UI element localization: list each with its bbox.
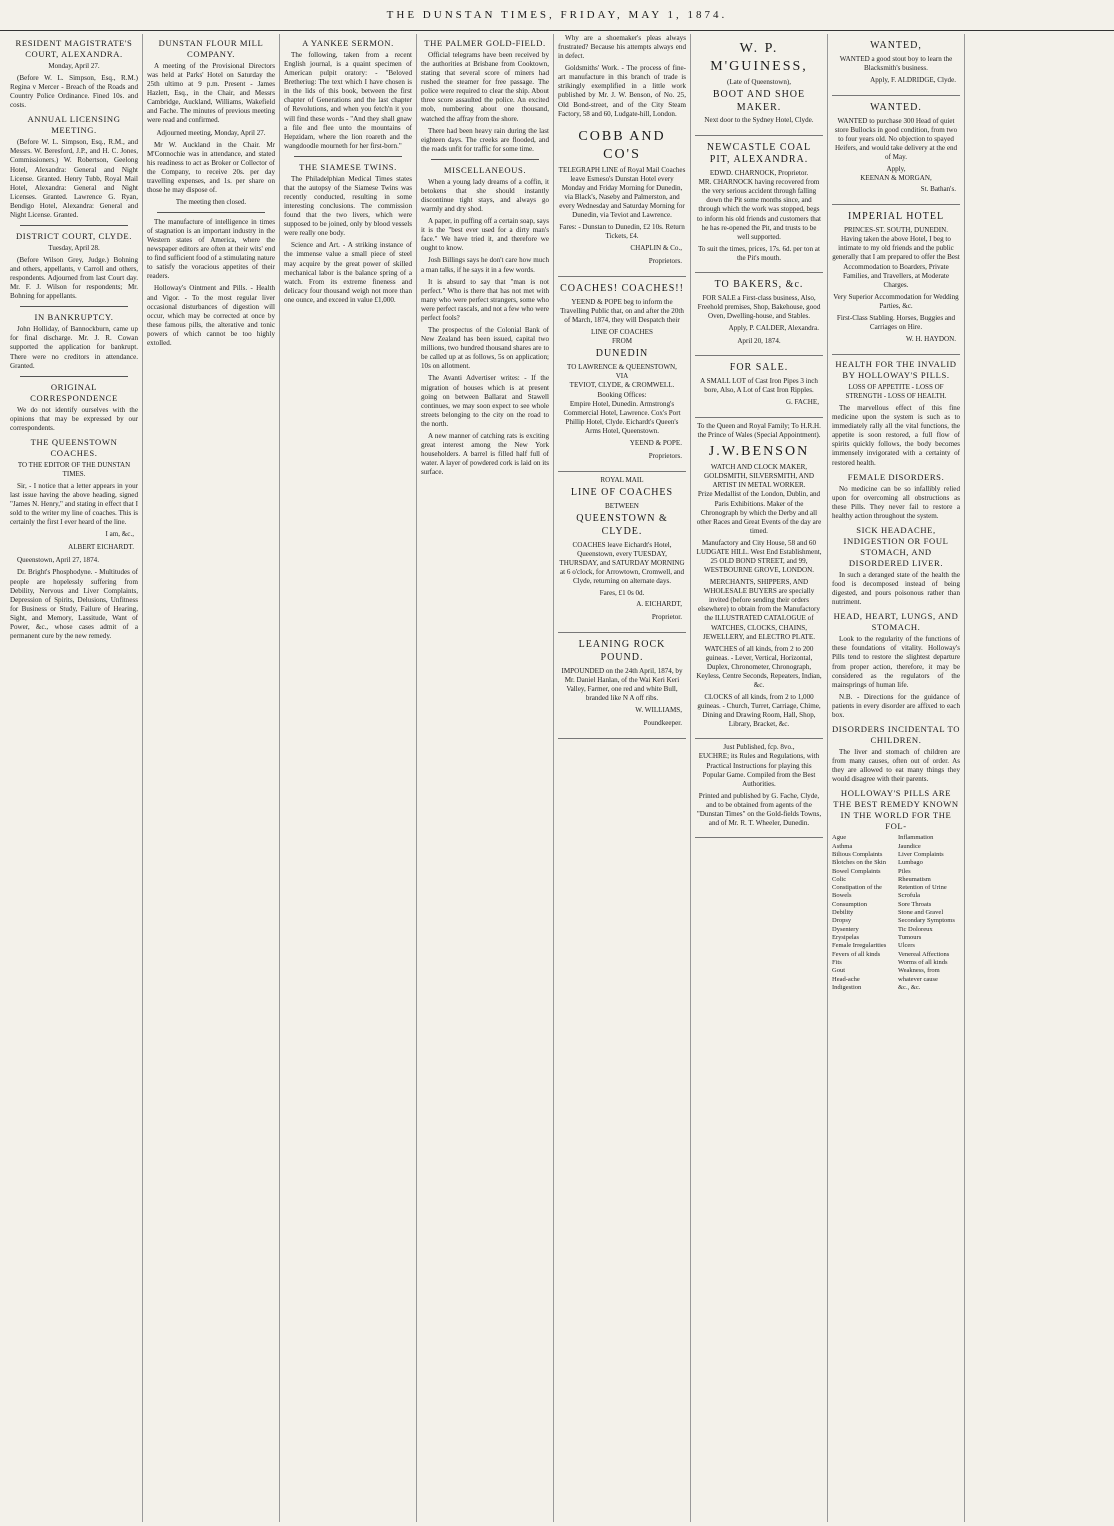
misc-item: A new manner of catching rats is exciting great interest among the New York householders. A barrel is filled half full of water. A layer of powdered cork is laid on its surface.	[421, 431, 549, 477]
pound-text: IMPOUNDED on the 24th April, 1874, by Mr. Daniel Hanlan, of the Wai Keri Keri Valley, Farmer, one red and white Bull, branded like N A off ribs.	[561, 666, 683, 703]
sermon-text: The following, taken from a recent English journal, is a quaint specimen of American pulpit oratory: - "Beloved Bretheriug: The text which I have chosen is in the lids of this book, between the first chapter of Generations and the last chapter of Revolutions, and when you fetch'n it you will find these words - "And they shall gnaw a file and flee unto the mountains of Hepzidam, where the lion roareth and the wangdoodle mourneth for her first-born."	[284, 51, 412, 150]
misc-item: It is absurd to say that "man is not perfect." Who is there that has not met with many who were perfect strangers, some who were perfect rascals, and not a few who were perfect fools?	[421, 277, 549, 322]
to-label: TO LAWRENCE & QUEENSTOWN,	[567, 363, 677, 372]
column-4	[417, 34, 554, 1522]
wanted2-heading: WANTED.	[870, 102, 922, 114]
remedy-item: Dropsy	[832, 917, 852, 925]
bakers-date: April 20, 1874.	[737, 337, 781, 346]
column-2	[143, 34, 280, 1522]
remedy-item: Sore Throats	[898, 900, 932, 908]
wanted2-sig-2: KEENAN & MORGAN,	[860, 174, 932, 183]
bakers-ad	[695, 273, 823, 356]
pit-price: To suit the times, prices, 17s. 6d. per ton at the Pit's mouth.	[698, 244, 820, 262]
masthead: THE DUNSTAN TIMES, FRIDAY, MAY 1, 1874.	[0, 0, 1114, 31]
column-5	[554, 34, 691, 1522]
cobb-text: TELEGRAPH LINE of Royal Mail Coaches leave Esmeso's Dunstan Hotel every Monday and Friday Morning for Dunedin, via Black's, Naseby and Palmerston, and every Wednesday and Saturday Morning for Dunedin, via Teviot and Lawrence.	[558, 165, 686, 219]
court-date: Monday, April 27.	[48, 62, 100, 70]
cobb-heading: COBB AND CO'S	[578, 128, 666, 162]
yeend-text: YEEND & POPE beg to inform the Travelling Public that, on and after the 20th of March, 1874, they will Despatch their	[560, 298, 684, 325]
benson-address: Manufactory and City House, 58 and 60 LUDGATE HILL. West End Establishment, 25 OLD BOND STREET, and 99, WESTBOURNE GROVE, LONDON.	[696, 538, 822, 575]
remedy-item: Jaundice	[898, 842, 921, 850]
remedy-item: Female Irregularities	[832, 942, 887, 950]
wanted-signature: Apply, F. ALDRIDGE, Clyde.	[870, 75, 956, 84]
divider	[157, 212, 265, 213]
misc-item: A paper, in puffing off a certain soap, says it is the "best ever used for a dirty man's face." We have tried it, and therefore we ought to know.	[421, 217, 549, 253]
remedy-item: Tumours	[898, 934, 922, 942]
column-8	[965, 34, 1102, 1522]
sale-signature: G. FACHE,	[785, 398, 819, 407]
district-court-text: (Before Wilson Grey, Judge.) Bohning and others, appellants, v Carroll and others, respondents. Adjourned from last Court day. Mr. F. J. Wilson for respondents; Mr. Bohning for appellants.	[10, 255, 138, 301]
meeting-closed: The meeting then closed.	[175, 197, 247, 206]
via-towns: TEVIOT, CLYDE, & CROMWELL.	[569, 381, 675, 390]
benson-pre: To the Queen and Royal Family; To H.R.H. the Prince of Wales (Special Appointment).	[697, 422, 821, 440]
mguiness-sub: (Late of Queenstown),	[726, 77, 792, 86]
imperial-address: PRINCES-ST. SOUTH, DUNEDIN.	[843, 226, 949, 235]
health-text: The marvellous effect of this fine medicine upon the system is such as to immediately rally all the vital functions, the appetite is soon restored, a full flow of spirits quickly follows, the body becomes immensely invigorated with a certainty of restored health.	[832, 404, 960, 467]
wanted2-sig-1: Apply,	[886, 165, 906, 174]
mill-text: A meeting of the Provisional Directors was held at Parks' Hotel on Saturday the 25th ultimo at 9 p.m. Present - James Hazlett, Esq., in the Chair, and Messrs Cambridge, Auckland, Williams, Wakefield and Fache. The minutes of previous meeting were read and confirmed.	[147, 62, 275, 125]
female-text: No medicine can be so infallibly relied upon for overcoming all obstructions as these Pills. They never fail to restore a healthy action throughout the system.	[832, 484, 960, 520]
clocks-text: CLOCKS of all kinds, from 2 to 1,000 guineas. - Church, Turret, Carriage, Chime, Dining and Drawing Room, Hall, Shop, Library, Bracket, &c.	[697, 693, 821, 729]
district-court-date: Tuesday, April 28.	[48, 243, 100, 252]
booking-text: Empire Hotel, Dunedin. Armstrong's Commercial Hotel, Lawrence. Cox's Port Phillip Hotel, Clyde. Eichardt's Queen's Arms Hotel, Queenstown.	[563, 399, 681, 435]
remedy-item: Dysentery	[832, 925, 859, 933]
phosphodyne-text: Dr. Bright's Phosphodyne. - Multitudes of people are hopelessly suffering from Debility, Nervous and Liver Complaints, Depression of Spirits, Delusions, Unfitness for Business or Study, Failure of Hearing, Sight, and Memory, Lassitude, Want of Power, &c., whose cases admit of a permanent cure by the new remedy.	[10, 568, 138, 641]
coal-pit-ad	[695, 136, 823, 273]
imperial-text-3: First-Class Stabling. Horses, Buggies and Carriages on Hire.	[836, 313, 956, 332]
remedy-item: Head-ache	[832, 975, 860, 983]
eichardt-text: COACHES leave Eichardt's Hotel, Queenstown, every TUESDAY, THURSDAY, and SATURDAY MORNING at 6 o'clock, for Arrowtown, Cromwell, and Clyde, returning on alternate days.	[559, 540, 685, 585]
wanted-ad	[832, 34, 960, 96]
between-label: BETWEEN	[605, 501, 639, 510]
euchre-text-2: Printed and published by G. Fache, Clyde, and to be obtained from agents of the "Dunstan Times" on the Gold-fields Towns, and of Mr. R. T. Wheeler, Dunedin.	[696, 791, 822, 828]
remedy-item: Tic Doloreux	[898, 925, 933, 933]
children-heading: DISORDERS INCIDENTAL TO CHILDREN.	[832, 723, 961, 745]
misc-item: The prospectus of the Colonial Bank of New Zealand has been issued, capital two millions, two hundred thousand shares are to be called up at as follows, 5s on application; 10s on allotment.	[421, 326, 549, 371]
remedy-item: Bowel Complaints	[832, 867, 881, 875]
pound-ad	[558, 633, 686, 739]
letter-address: TO THE EDITOR OF THE DUNSTAN TIMES.	[17, 460, 131, 478]
pit-text: MR. CHARNOCK having recovered from the very serious accident through falling down the Pit some months since, and through which the work was stopped, begs to inform his old friends and customers that he has re-opened the Pit, and trusts to be well supported.	[697, 178, 821, 241]
nb-text: N.B. - Directions for the guidance of patients in every disorder are affixed to each box.	[832, 692, 960, 719]
remedy-item: Erysipelas	[832, 934, 860, 942]
yeend-ad	[558, 277, 686, 472]
pound-heading: LEANING ROCK POUND.	[578, 639, 666, 664]
head-text: Look to the regularity of the functions of these foundations of vitality. Holloway's Pills tend to restore the slightest departure from proper action, therefore, it may be considered as the regulators of the mainsprings of human life.	[832, 635, 960, 689]
manufacture-text: The manufacture of intelligence in times of stagnation is an important industry in the Western states of America, where the newspaper editors are often at their wits' end to find sufficient food of a stimulating nature to satisfy the voracious appetites of their readers.	[147, 217, 275, 281]
wanted2-ad	[832, 96, 960, 205]
misc-item: When a young lady dreams of a coffin, it betokens that she should instantly discontinue tight stays, and always go warmly and dry shod.	[421, 177, 549, 214]
royal-mail-ad	[558, 472, 686, 633]
remedy-item: Stone and Gravel	[898, 909, 944, 917]
yeend-sig-2: Proprietors.	[648, 451, 682, 460]
licensing-text: (Before W. L. Simpson, Esq., R.M., and Messrs. W. Beresford, J.P., and H. C. Jones, Commissioners.) W. Robertson, Geelong Hotel, Alexandra: General and Night License. Granted. Henry Tubb, Royal Mail Hotel, Alexandra: General and Night Licenses. Granted. Lawrence G. Ryan, Bendigo Hotel, Alexandra: General and Night License. Granted.	[10, 138, 138, 219]
adjourned-text: Mr W. Auckland in the Chair. Mr M'Connochie was in attendance, and stated his readiness to act as Broker or Collector of the Company, to receive 20s. per day travelling expenses, and 1s. per share on those he may dispose of.	[147, 140, 275, 194]
from-label: FROM	[611, 337, 633, 346]
holloway-text: Holloway's Ointment and Pills. - Health and Vigor. - To the most regular liver occasional disturbances of digestion will occur, which may be corrected at once by these famous pills, the alterative and tonic powers of which cannot be too highly extolled.	[147, 284, 275, 347]
wanted-text: WANTED a good stout boy to learn the Blacksmith's business.	[839, 54, 953, 72]
remedy-item: Lumbago	[898, 859, 923, 867]
merchants-text: MERCHANTS, SHIPPERS, AND WHOLESALE BUYERS are specially invited (before sending their orders elsewhere) to obtain from the Manufactory the ILLUSTRATED CATALOGUE of WATCHES, CLOCKS, CHAINS, JEWELLERY, and ELECTRO PLATE.	[698, 578, 820, 641]
queenstown-coaches-heading: THE QUEENSTOWN COACHES.	[30, 436, 118, 458]
children-text: The liver and stomach of children are from many causes, often out of order. As they are allowed to eat many things they would disagree with their parents.	[832, 747, 960, 784]
remedy-item: Indigestion	[832, 983, 862, 991]
female-heading: FEMALE DISORDERS.	[847, 471, 945, 482]
pit-proprietor: EDWD. CHARNOCK, Proprietor.	[709, 169, 809, 178]
licensing-heading: ANNUAL LICENSING MEETING.	[27, 114, 121, 136]
remedy-item: Inflammation	[898, 834, 934, 842]
remedies-list	[832, 834, 960, 992]
head-heading: HEAD, HEART, LUNGS, AND STOMACH.	[833, 611, 959, 633]
adjourned-heading: Adjourned meeting, Monday, April 27.	[156, 128, 266, 137]
goldsmiths-text: Goldsmiths' Work. - The process of fine-art manufacture in this branch of trade is strikingly exemplified in a little work published by Mr. J. W. Benson, of No. 25, Old Bond-street, and of the City Steam Factory, 58 and 60, Ludgate-hill, London.	[558, 64, 686, 118]
palmer-text-2: There had been heavy rain during the last eighteen days. The creeks are flooded, and the roads unfit for traffic for some time.	[421, 126, 549, 153]
twins-text: The Philadelphian Medical Times states that the autopsy of the Siamese Twins was recently conducted, resulting in some interesting conclusions. The commission found that the two livers, which were supposed to be joined, only by blood vessels were really one body.	[284, 174, 412, 238]
euchre-text: EUCHRE; its Rules and Regulations, with Practical Instructions for playing this Popular Game. Compiled from the Best Authorities.	[698, 752, 820, 788]
remedy-item: Debility	[832, 909, 854, 917]
divider	[20, 306, 128, 307]
cobb-fares: Fares: - Dunstan to Dunedin, £2 10s. Return Tickets, £4.	[559, 222, 685, 241]
imperial-signature: W. H. HAYDON.	[905, 335, 956, 344]
bankruptcy-text: John Holliday, of Bannockburn, came up for final discharge. Mr. J. R. Cowan supported the application for bankrupt. There were no creditors in attendance. Granted.	[10, 325, 138, 370]
cobb-sig-1: CHAPLIN & Co.,	[630, 244, 682, 253]
correspondence-note: We do not identify ourselves with the opinions that may be expressed by our correspondents.	[10, 405, 138, 432]
newspaper-columns	[6, 34, 1108, 1522]
pit-heading: NEWCASTLE COAL PIT, ALEXANDRA.	[706, 141, 812, 166]
column-6	[691, 34, 828, 1522]
best-remedy-heading: HOLLOWAY'S PILLS ARE THE BEST REMEDY KNOWN IN THE WORLD FOR THE FOL-	[833, 788, 959, 832]
miscellaneous-heading: MISCELLANEOUS.	[443, 164, 527, 175]
remedy-item: Blotches on the Skin	[832, 859, 886, 867]
letter-date: Queenstown, April 27, 1874.	[17, 556, 99, 565]
remedy-item: Fits	[832, 958, 842, 966]
pound-sig-1: W. WILLIAMS,	[635, 706, 682, 715]
bakers-signature: Apply, P. CALDER, Alexandra.	[728, 323, 819, 332]
divider	[294, 156, 402, 157]
euchre-ad	[695, 739, 823, 838]
palmer-text: Official telegrams have been received by the authorities at Brisbane from Cooktown, stating that several score of miners had rushed the steamer for free passage. The police were required to clear the ship. About three score assaulted the police. An excited mob, numbering about one thousand, watched the affray from the shore.	[421, 51, 549, 123]
sick-heading: SICK HEADACHE, INDIGESTION OR FOUL STOMACH, AND DISORDERED LIVER.	[843, 524, 949, 568]
line2-heading: LINE OF COACHES	[570, 487, 674, 499]
mguiness-heading: W. P. M'GUINESS,	[710, 41, 808, 74]
remedy-item: Piles	[898, 867, 911, 875]
coaches-heading: COACHES! COACHES!!	[560, 283, 684, 295]
fares-text: Fares, £1 0s 0d.	[599, 589, 645, 597]
sale-ad	[695, 356, 823, 418]
bankruptcy-heading: IN BANKRUPTCY.	[34, 312, 114, 323]
science-text: Science and Art. - A striking instance of the immense value a small piece of steel may acquire by the great power of skilled mechanical labor is the balance spring of a watch. From its extreme fineness and delicacy four thousand weigh not more than one ounce, and exceed in value £1,000.	[284, 241, 412, 304]
remedy-item: Ague	[832, 834, 847, 842]
remedy-item: Colic	[832, 875, 847, 883]
shoemaker-text: Why are a shoemaker's pleas always frustrated? Because his attempts always end in defect.	[558, 34, 686, 61]
wanted2-sig-3: St. Bathan's.	[920, 185, 956, 194]
health-subheading: LOSS OF APPETITE - LOSS OF STRENGTH - LOSS OF HEALTH.	[845, 383, 947, 401]
imperial-text-2: Very Superior Accommodation for Wedding Parties, &c.	[833, 292, 959, 310]
wanted-heading: WANTED,	[870, 40, 922, 51]
qc-label: QUEENSTOWN & CLYDE.	[576, 513, 668, 537]
misc-item: Josh Billings says he don't care how much a man talks, if he says it in a few words.	[421, 256, 549, 274]
divider	[20, 225, 128, 226]
sick-text: In such a deranged state of the health the food is decomposed instead of being digested, and pours poisonous rather than nutriment.	[832, 570, 960, 607]
remedy-item: Worms of all kinds	[898, 958, 948, 966]
cobb-sig-2: Proprietors.	[648, 257, 682, 266]
imperial-heading: IMPERIAL HOTEL	[847, 211, 945, 223]
remedy-item: Liver Complaints	[898, 850, 944, 858]
dunedin-label: DUNEDIN	[595, 348, 649, 360]
divider	[431, 159, 539, 160]
remedy-item: Venereal Affections	[898, 950, 950, 958]
remedy-item: Gout	[832, 967, 845, 975]
remedy-item: Bilious Complaints	[832, 850, 883, 858]
benson-ad	[695, 418, 823, 739]
twins-heading: THE SIAMESE TWINS.	[299, 161, 397, 172]
mguiness-address: Next door to the Sydney Hotel, Clyde.	[704, 116, 814, 125]
eichardt-sig-2: Proprietor.	[651, 613, 682, 622]
benson-text: Prize Medallist of the London, Dublin, and Paris Exhibitions. Maker of the Chronograph by which the Derby and all other Races and Great Events of the day are timed.	[696, 490, 822, 535]
sale-heading: FOR SALE.	[729, 362, 789, 374]
royal-mail-heading: ROYAL MAIL	[600, 476, 644, 485]
pound-sig-2: Poundkeeper.	[643, 719, 682, 728]
column-1	[6, 34, 143, 1522]
benson-heading: J.W.BENSON	[708, 444, 810, 460]
divider	[20, 376, 128, 377]
column-3	[280, 34, 417, 1522]
benson-trade: WATCH AND CLOCK MAKER, GOLDSMITH, SILVERSMITH, AND ARTIST IN METAL WORKER.	[703, 463, 815, 490]
court-text: (Before W. L. Simpson, Esq., R.M.) Regina v Mercer - Breach of the Roads and Country Police Ordinance. Fined 10s. and costs.	[10, 73, 138, 110]
mguiness-ad	[695, 34, 823, 136]
remedy-item: Secondary Symptoms	[898, 917, 955, 925]
bakers-text: FOR SALE a First-class business, Also, Freehold premises, Shop, Bakehouse, good Oven, Dwelling-house, and Stables.	[697, 293, 821, 320]
column-7	[828, 34, 965, 1522]
remedy-item: Fevers of all kinds	[832, 950, 881, 958]
bakers-heading: TO BAKERS, &c.	[714, 278, 804, 290]
eichardt-sig-1: A. EICHARDT,	[636, 600, 682, 609]
remedy-item: Consumption	[832, 900, 868, 908]
health-heading: HEALTH FOR THE INVALID BY HOLLOWAY'S PILLS.	[835, 359, 957, 381]
remedy-item: Asthma	[832, 842, 853, 850]
court-heading: RESIDENT MAGISTRATE'S COURT, ALEXANDRA.	[15, 38, 133, 59]
remedy-item: Ulcers	[898, 942, 915, 950]
mill-heading: DUNSTAN FLOUR MILL COMPANY.	[158, 38, 264, 59]
misc-item: The Avanti Advertiser writes: - If the migration of houses which is at present going on between Ballarat and Stawell continues, we may soon expect to see whole streets belonging to the city on the road to the north.	[421, 374, 549, 428]
published-label: Just Published, fcp. 8vo.,	[723, 743, 795, 752]
remedy-item: Scrofula	[898, 892, 921, 900]
palmer-heading: THE PALMER GOLD-FIELD.	[424, 38, 546, 48]
remedy-item: Retention of Urine	[898, 884, 947, 892]
imperial-ad	[832, 205, 960, 355]
cobb-ad	[558, 122, 686, 278]
remedy-item: Weakness, from whatever cause	[898, 967, 940, 983]
sale-text: A SMALL LOT of Cast Iron Pipes 3 inch bore, Also, A Lot of Cast Iron Ripples.	[700, 376, 818, 394]
remedy-item: Constipation of the Bowels	[832, 884, 882, 900]
via-label: VIA	[615, 372, 629, 381]
letter-closing: I am, &c.,	[105, 530, 134, 539]
imperial-text: Having taken the above Hotel, I beg to intimate to my old friends and the public generally that I am prepared to offer the Best Accommodation to Boarders, Private Families, and Travellers, at Moderate Charges.	[832, 235, 960, 289]
correspondence-heading: ORIGINAL CORRESPONDENCE	[30, 381, 118, 403]
letter-signature: ALBERT EICHARDT.	[68, 543, 134, 552]
letter-text: Sir, - I notice that a letter appears in your last issue having the above heading, signed "James N. Henry," and stating in effect that I sold to the writer my line of coaches. This is certainly the first I ever heard of the line.	[10, 481, 138, 527]
sermon-heading: A YANKEE SERMON.	[302, 38, 394, 48]
mguiness-trade: BOOT AND SHOE MAKER.	[712, 88, 806, 113]
remedy-item: Rheumatism	[898, 875, 931, 883]
remedy-item: &c., &c.	[898, 983, 921, 991]
line-heading: LINE OF COACHES	[591, 328, 653, 337]
yeend-sig-1: YEEND & POPE.	[629, 438, 682, 447]
wanted2-text: WANTED to purchase 300 Head of quiet store Bullocks in good condition, from two to four years old. No objection to spayed Heifers, and would take delivery at the end of May.	[834, 116, 958, 162]
district-court-heading: DISTRICT COURT, CLYDE.	[15, 230, 133, 241]
booking-heading: Booking Offices:	[597, 390, 647, 399]
watches-text: WATCHES of all kinds, from 2 to 200 guineas. - Lever, Vertical, Horizontal, Duplex, Chronometer, Chronograph, Keyless, Centre Seconds, Repeaters, Indian, &c.	[696, 644, 822, 690]
